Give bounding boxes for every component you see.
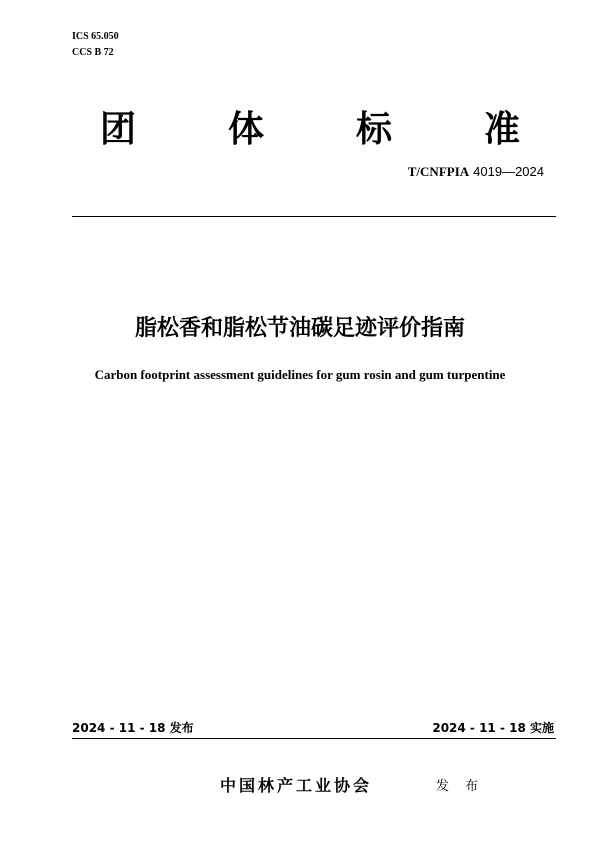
- document-title-chinese: 脂松香和脂松节油碳足迹评价指南: [134, 316, 465, 341]
- ics-code: ICS 65.050: [72, 31, 119, 42]
- header-divider: [72, 216, 556, 217]
- issue-date: 2024 - 11 - 18 发布: [72, 721, 194, 735]
- standard-number-prefix: T/CNFPIA: [407, 164, 470, 179]
- issue-action-label: 发 布: [436, 779, 485, 794]
- ccs-code: CCS B 72: [72, 47, 114, 58]
- standard-type-heading: [100, 108, 520, 152]
- standard-number: [408, 163, 544, 181]
- document-title-english: Carbon footprint assessment guidelines for gum rosin and gum turpentine: [94, 367, 506, 382]
- standard-type-char: 准: [483, 109, 520, 150]
- issuing-organization: 中国林产工业协会: [220, 776, 373, 795]
- implementation-date: 2024 - 11 - 18 实施: [432, 721, 554, 735]
- standard-type-char: 体: [227, 109, 264, 150]
- standard-type-char: 标: [355, 109, 392, 150]
- footer-divider: [72, 738, 556, 739]
- standard-type-char: 团: [100, 109, 137, 150]
- standard-number-value: 4019—2024: [473, 164, 544, 179]
